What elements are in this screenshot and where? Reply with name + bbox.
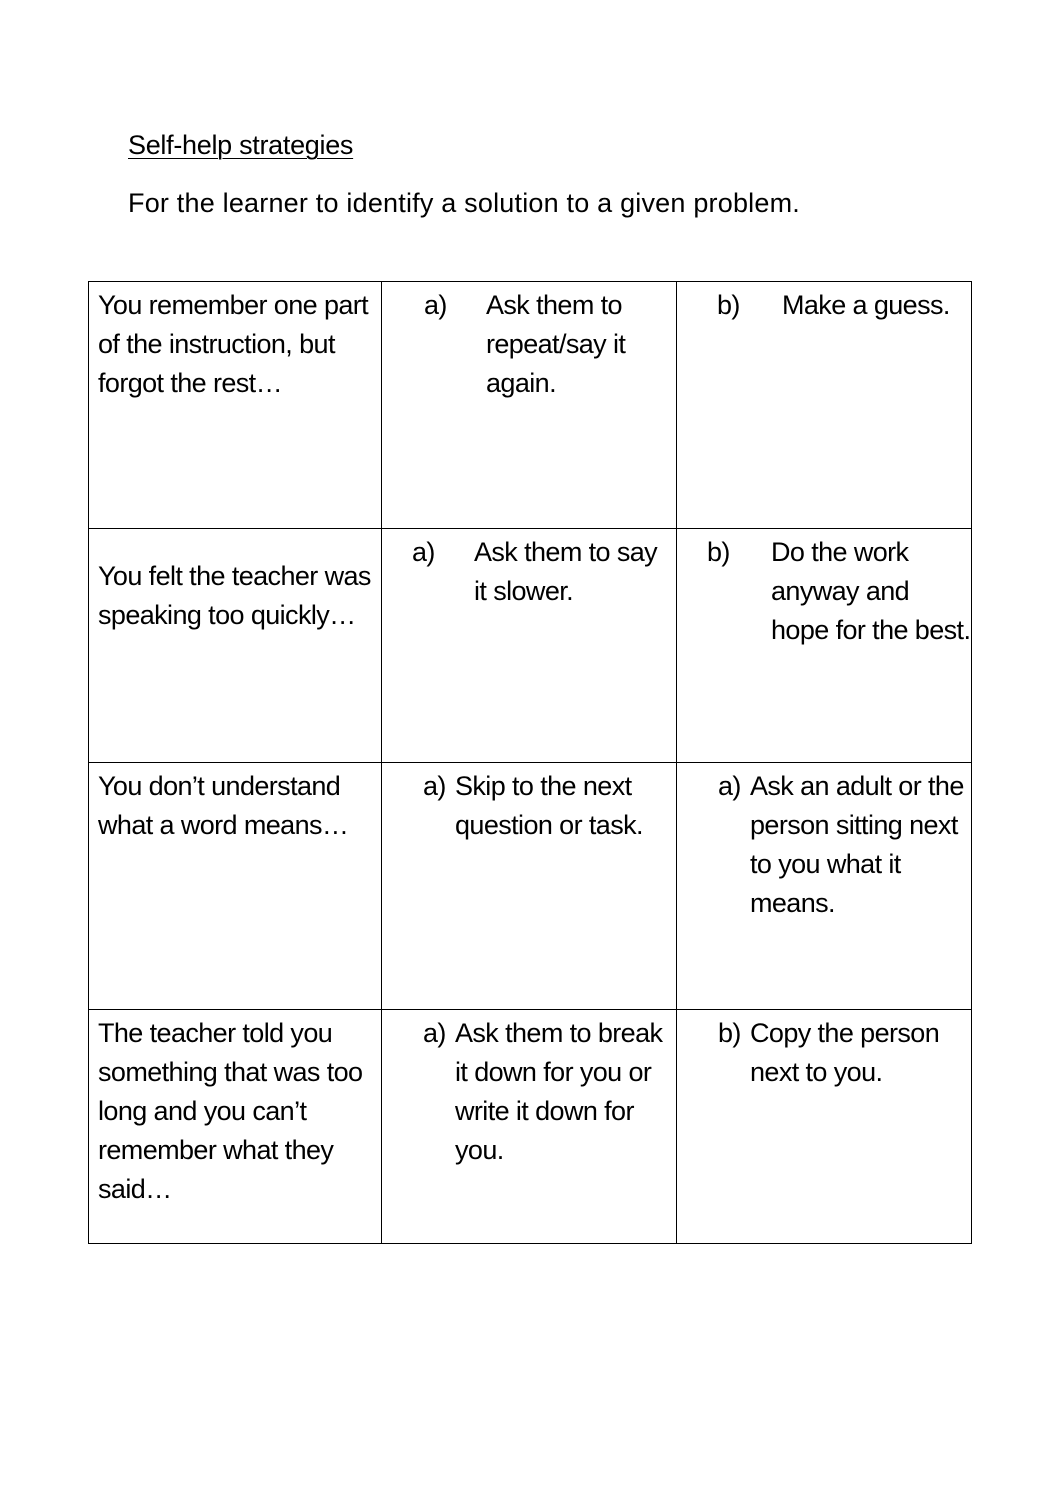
option-text: Do the work anyway and hope for the best. xyxy=(771,537,971,645)
strategies-table xyxy=(88,281,972,1244)
option-letter: a) xyxy=(424,290,447,320)
option-letter: a) xyxy=(423,1018,446,1048)
option-b-cell xyxy=(677,1010,972,1244)
table-row xyxy=(89,763,972,1010)
option-a-cell xyxy=(382,1010,677,1244)
option-b-cell xyxy=(677,529,972,763)
page-title: Self-help strategies xyxy=(128,130,354,160)
option-letter: a) xyxy=(412,537,435,567)
problem-text: You felt the teacher was speaking too quickly… xyxy=(98,561,371,630)
option-text: Ask them to repeat/say it again. xyxy=(486,290,626,398)
option-letter: a) xyxy=(423,771,446,801)
option-letter: b) xyxy=(718,1018,741,1048)
option-text: Ask an adult or the person sitting next to you what it means. xyxy=(750,771,964,918)
option-text: Copy the person next to you. xyxy=(750,1018,940,1087)
problem-text: You remember one part of the instruction, but forgot the rest… xyxy=(98,290,369,398)
problem-text: The teacher told you something that was too long and you can’t remember what they said… xyxy=(98,1018,363,1204)
problem-cell xyxy=(89,529,382,763)
table-row xyxy=(89,529,972,763)
option-a-cell xyxy=(382,763,677,1010)
table-row xyxy=(89,282,972,529)
option-letter: b) xyxy=(707,537,730,567)
option-a-cell xyxy=(382,282,677,529)
option-text: Ask them to break it down for you or write it down for you. xyxy=(455,1018,663,1165)
problem-cell xyxy=(89,763,382,1010)
option-letter: a) xyxy=(718,771,741,801)
problem-text: You don’t understand what a word means… xyxy=(98,771,349,840)
table-row xyxy=(89,1010,972,1244)
option-b-cell xyxy=(677,282,972,529)
option-a-cell xyxy=(382,529,677,763)
option-text: Ask them to say it slower. xyxy=(474,537,658,606)
problem-cell xyxy=(89,1010,382,1244)
option-text: Skip to the next question or task. xyxy=(455,771,643,840)
option-text: Make a guess. xyxy=(782,290,950,320)
problem-cell xyxy=(89,282,382,529)
intro-text: For the learner to identify a solution to a given problem. xyxy=(128,188,800,218)
option-letter: b) xyxy=(717,290,740,320)
option-b-cell xyxy=(677,763,972,1010)
